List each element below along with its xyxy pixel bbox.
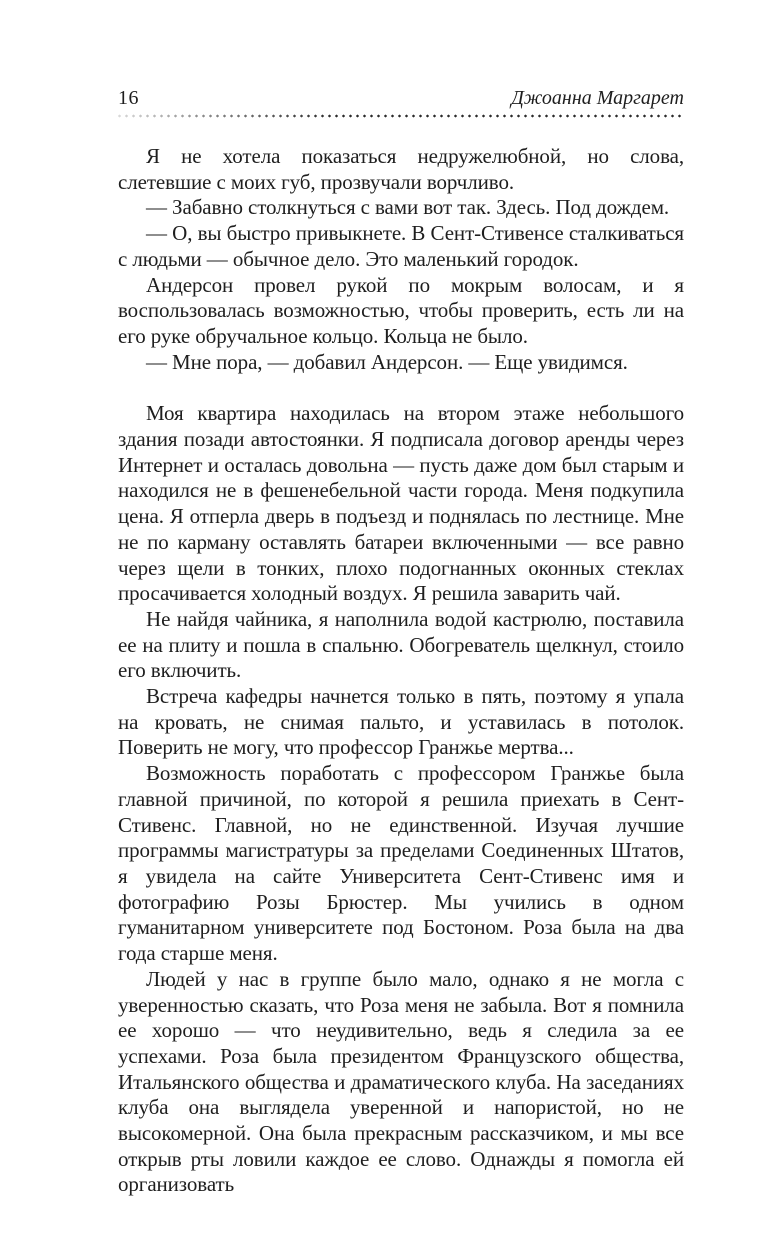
paragraph: Возможность поработать с профессором Гранжье была главной причиной, по которой я решила приехать в Сент-Стивенс. Главной, но не единственной. Изучая лучшие программы магистратуры за пределами Соединенных Штатов, я увидела на сайте Университета Сент-Стивенс имя и фотографию Розы Брюстер. Мы учились в одном гуманитарном университете под Бостоном. Роза была на два года старше меня. [118, 761, 684, 966]
body-text [118, 144, 684, 1198]
paragraph: Моя квартира находилась на втором этаже небольшого здания позади автостоянки. Я подписала договор аренды через Интернет и осталась довольна — пусть даже дом был старым и находился не в фешенебельной части города. Меня подкупила цена. Я отперла дверь в подъезд и поднялась по лестнице. Мне не по карману оставлять батареи включенными — все равно через щели в тонких, плохо подогнанных оконных стеклах просачивается холодный воздух. Я решила заварить чай. [118, 401, 684, 606]
paragraph: Не найдя чайника, я наполнила водой кастрюлю, поставила ее на плиту и пошла в спальню. Обогреватель щелкнул, стоило его включить. [118, 606, 684, 683]
text-section-2 [118, 401, 684, 1198]
paragraph: Андерсон провел рукой по мокрым волосам, и я воспользовалась возможностью, чтобы проверить, есть ли на его руке обручальное кольцо. Кольца не было. [118, 272, 684, 348]
text-section-1 [118, 144, 684, 375]
paragraph: Встреча кафедры начнется только в пять, поэтому я упала на кровать, не снимая пальто, и уставилась в потолок. Поверить не могу, что профессор Гранжье мертва... [118, 684, 684, 760]
paragraph: Я не хотела показаться недружелюбной, но слова, слетевшие с моих губ, прозвучали ворчливо. [118, 144, 684, 194]
page-number: 16 [118, 87, 139, 109]
page-header [118, 86, 684, 110]
paragraph-dialogue: — О, вы быстро привыкнете. В Сент-Стивенсе сталкиваться с людьми — обычное дело. Это маленький городок. [118, 221, 684, 271]
running-title: Джоанна Маргарет [511, 87, 684, 109]
header-dotted-rule [118, 114, 684, 118]
paragraph-dialogue: — Забавно столкнуться с вами вот так. Здесь. Под дождем. [146, 195, 670, 220]
paragraph-dialogue: — Мне пора, — добавил Андерсон. — Еще увидимся. [146, 349, 628, 374]
paragraph: Людей у нас в группе было мало, однако я не могла с уверенностью сказать, что Роза меня не забыла. Вот я помнила ее хорошо — что неудивительно, ведь я следила за ее успехами. Роза была президентом Французского общества, Итальянского общества и драматического клуба. На заседаниях клуба она выглядела уверенной и напористой, но не высокомерной. Она была прекрасным рассказчиком, и мы все открыв рты ловили каждое ее слово. Однажды я помогла ей организовать [118, 966, 684, 1197]
